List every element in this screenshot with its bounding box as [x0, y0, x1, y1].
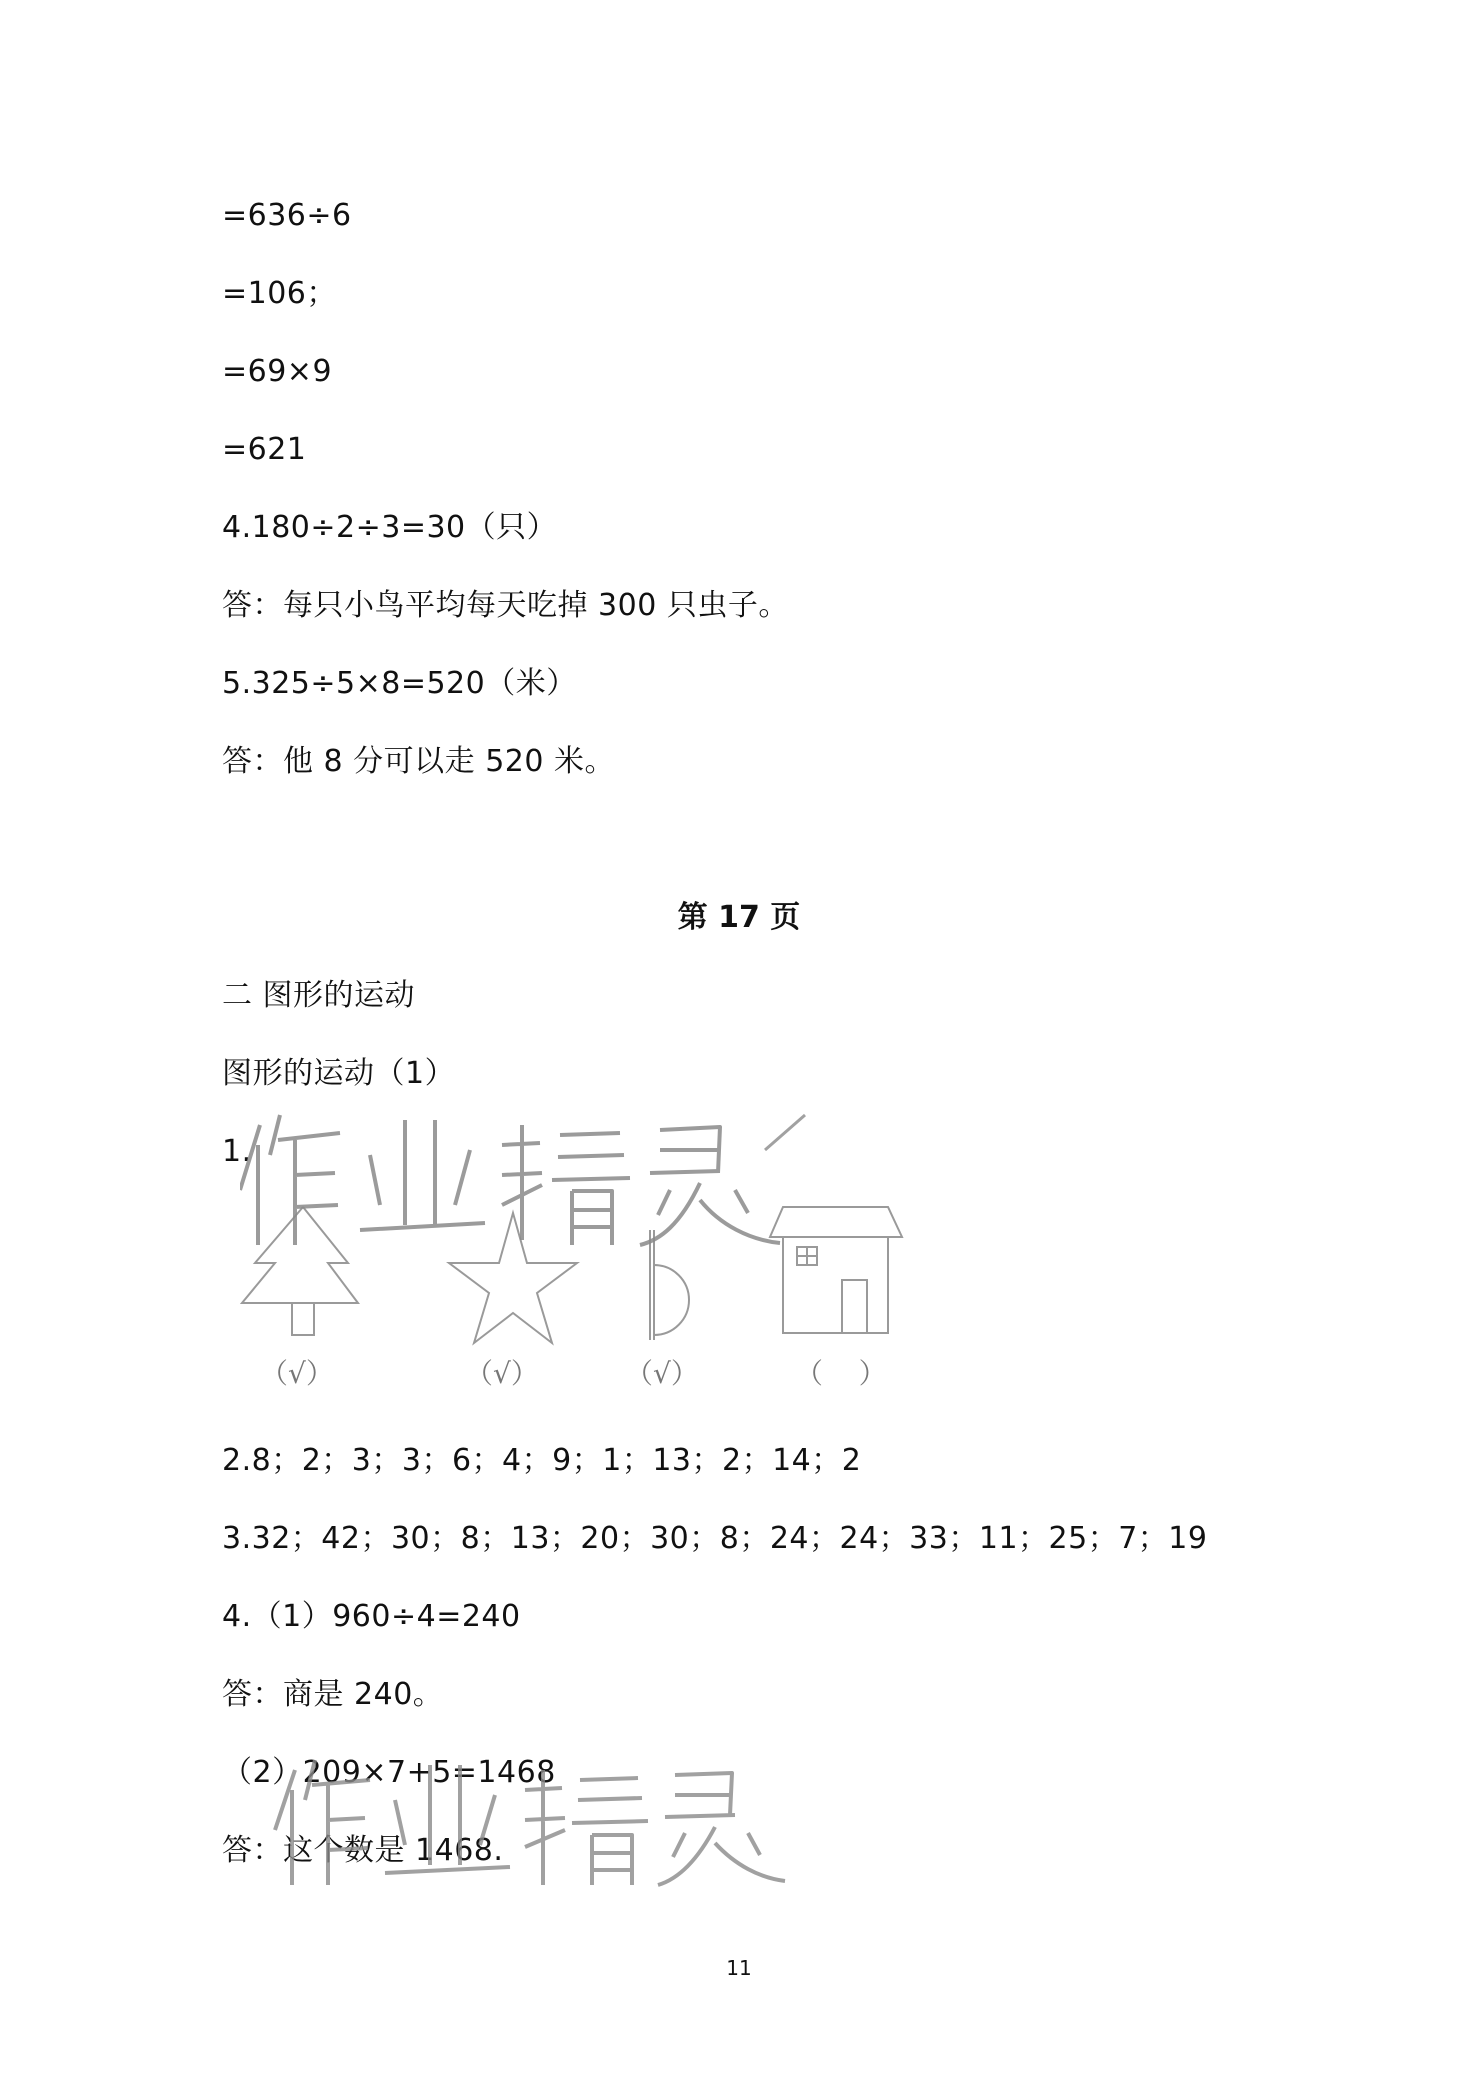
calc-line: =636÷6: [222, 198, 352, 233]
question-1-label: 1.: [222, 1134, 252, 1169]
question-4-part-2-line: （2）209×7+5=1468: [222, 1755, 556, 1790]
question-2-line: 2.8；2；3；3；6；4；9；1；13；2；14；2: [222, 1443, 862, 1478]
tree-icon: [242, 1207, 358, 1335]
calc-line: =621: [222, 432, 307, 467]
house-icon: [770, 1207, 902, 1333]
answer-mark: （√）: [465, 1357, 539, 1390]
page-number: 11: [726, 1956, 752, 1980]
answer-mark: （√）: [260, 1357, 334, 1390]
answer-mark: （√）: [625, 1357, 699, 1390]
answer-line: 答：这个数是 1468.: [222, 1833, 504, 1868]
half-circle-icon: [650, 1230, 689, 1340]
answer-line: 答：每只小鸟平均每天吃掉 300 只虫子。: [222, 588, 789, 623]
calc-line: =69×9: [222, 354, 333, 389]
calc-line: =106；: [222, 276, 337, 311]
section-heading: 第 17 页: [677, 900, 801, 935]
question-3-line: 3.32；42；30；8；13；20；30；8；24；24；33；11；25；7；19: [222, 1521, 1208, 1556]
question-5-line: 5.325÷5×8=520（米）: [222, 666, 577, 701]
lesson-title: 图形的运动（1）: [222, 1056, 456, 1091]
star-icon: [449, 1213, 577, 1343]
question-4-line: 4.（1）960÷4=240: [222, 1599, 521, 1634]
answer-line: 答：他 8 分可以走 520 米。: [222, 744, 615, 779]
unit-title: 二 图形的运动: [222, 978, 416, 1013]
answer-mark: （ ）: [795, 1357, 887, 1390]
answer-line: 答：商是 240。: [222, 1677, 444, 1712]
question-4-line: 4.180÷2÷3=30（只）: [222, 510, 558, 545]
